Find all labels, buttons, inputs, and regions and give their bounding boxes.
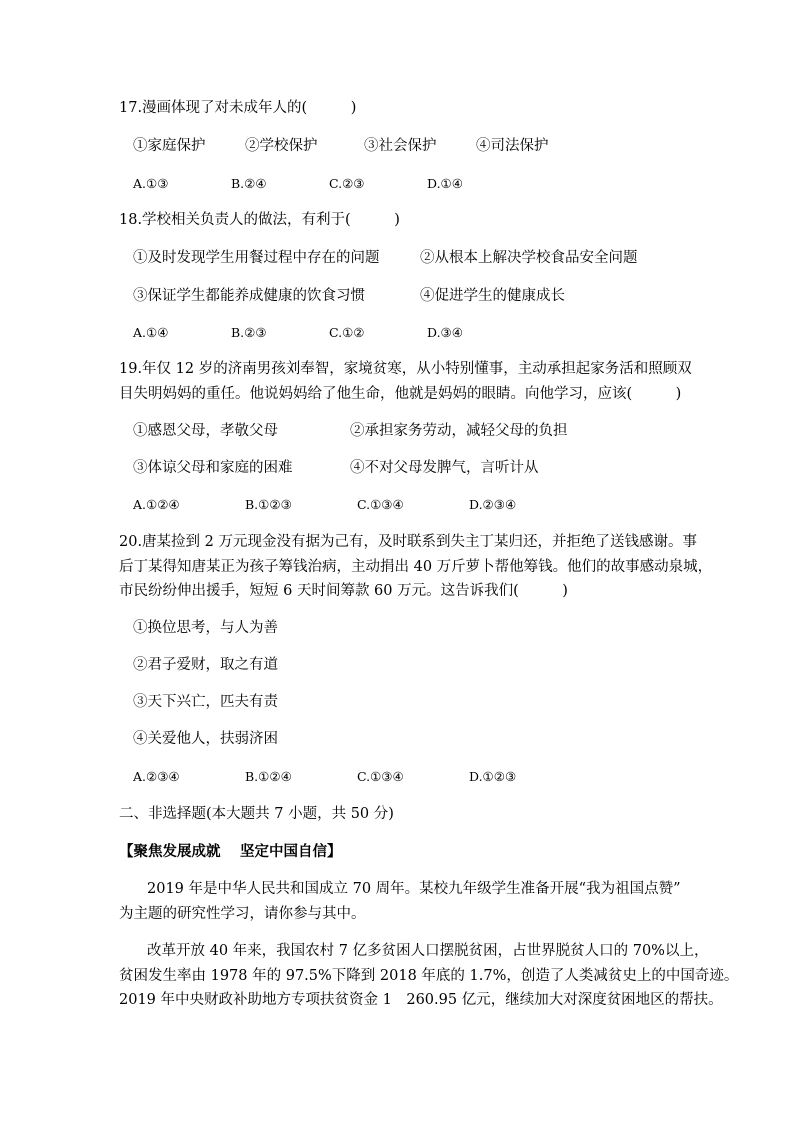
q19-answer-c: C.①③④ xyxy=(357,497,404,512)
q19-option-2: ②承担家务劳动，减轻父母的负担 xyxy=(350,423,568,439)
section-2-heading: 二、非选择题(本大题共 7 小题，共 50 分) xyxy=(119,806,394,822)
q19-option-3: ③体谅父母和家庭的困难 xyxy=(133,460,293,476)
question-20-stem-line-2: 后丁某得知唐某正为孩子筹钱治病，主动捐出 40 万斤萝卜帮他筹钱。他们的故事感动泉城， xyxy=(119,559,713,575)
q20-answer-b: B.①②④ xyxy=(245,769,292,784)
q20-answer-d: D.①②③ xyxy=(469,769,517,784)
paragraph-1-line-2: 为主题的研究性学习，请你参与其中。 xyxy=(119,906,366,922)
q18-answer-b: B.②③ xyxy=(231,325,267,340)
q19-option-4: ④不对父母发脾气，言听计从 xyxy=(350,460,539,476)
theme-heading: 【聚焦发展成就 坚定中国自信】 xyxy=(119,843,342,860)
q17-option-2: ②学校保护 xyxy=(245,138,318,154)
q20-option-3: ③天下兴亡，匹夫有责 xyxy=(133,694,278,710)
q17-option-4: ④司法保护 xyxy=(476,138,549,154)
q19-answer-a: A.①②④ xyxy=(133,497,180,512)
q17-answer-b: B.②④ xyxy=(231,176,267,191)
paragraph-1-line-1: 2019 年是中华人民共和国成立 70 周年。某校九年级学生准备开展“我为祖国点赞” xyxy=(147,881,681,897)
q19-answer-b: B.①②③ xyxy=(245,497,292,512)
q17-option-3: ③社会保护 xyxy=(364,138,437,154)
q18-answer-d: D.③④ xyxy=(427,325,463,340)
q19-answer-d: D.②③④ xyxy=(469,497,517,512)
q18-option-1: ①及时发现学生用餐过程中存在的问题 xyxy=(133,250,380,266)
q19-option-1: ①感恩父母，孝敬父母 xyxy=(133,423,278,439)
paragraph-2-line-1: 改革开放 40 年来，我国农村 7 亿多贫困人口摆脱贫困，占世界脱贫人口的 70%以上， xyxy=(147,943,709,959)
q17-answer-c: C.②③ xyxy=(329,176,365,191)
q20-option-2: ②君子爱财，取之有道 xyxy=(133,657,278,673)
q17-answer-a: A.①③ xyxy=(133,176,169,191)
q17-option-1: ①家庭保护 xyxy=(133,138,206,154)
q18-option-3: ③保证学生都能养成健康的饮食习惯 xyxy=(133,288,365,304)
q20-answer-c: C.①③④ xyxy=(357,769,404,784)
q18-answer-a: A.①④ xyxy=(133,325,169,340)
paragraph-2-line-3: 2019 年中央财政补助地方专项扶贫资金 1 260.95 亿元，继续加大对深度贫困地区的帮扶。 xyxy=(119,992,723,1008)
q20-option-4: ④关爱他人，扶弱济困 xyxy=(133,731,278,747)
question-20-stem-line-3: 市民纷纷伸出援手，短短 6 天时间筹款 60 万元。这告诉我们( ) xyxy=(119,583,568,599)
question-19-stem-line-2: 目失明妈妈的重任。他说妈妈给了他生命，他就是妈妈的眼睛。向他学习，应该( ) xyxy=(119,386,682,402)
q18-option-4: ④促进学生的健康成长 xyxy=(420,288,565,304)
question-20-stem-line-1: 20.唐某捡到 2 万元现金没有据为己有，及时联系到失主丁某归还，并拒绝了送钱感谢。事 xyxy=(119,534,697,550)
q20-answer-a: A.②③④ xyxy=(133,769,180,784)
q17-answer-d: D.①④ xyxy=(427,176,463,191)
q18-option-2: ②从根本上解决学校食品安全问题 xyxy=(420,250,638,266)
q18-answer-c: C.①② xyxy=(329,325,365,340)
question-18-stem: 18.学校相关负责人的做法，有利于( ) xyxy=(119,212,400,228)
question-17-stem: 17.漫画体现了对未成年人的( ) xyxy=(119,100,357,116)
question-19-stem-line-1: 19.年仅 12 岁的济南男孩刘奉智，家境贫寒，从小特别懂事，主动承担起家务活和照顾双 xyxy=(119,361,692,377)
paragraph-2-line-2: 贫困发生率由 1978 年的 97.5%下降到 2018 年底的 1.7%，创造了人类减贫史上的中国奇迹。 xyxy=(119,968,739,984)
q20-option-1: ①换位思考，与人为善 xyxy=(133,620,278,636)
